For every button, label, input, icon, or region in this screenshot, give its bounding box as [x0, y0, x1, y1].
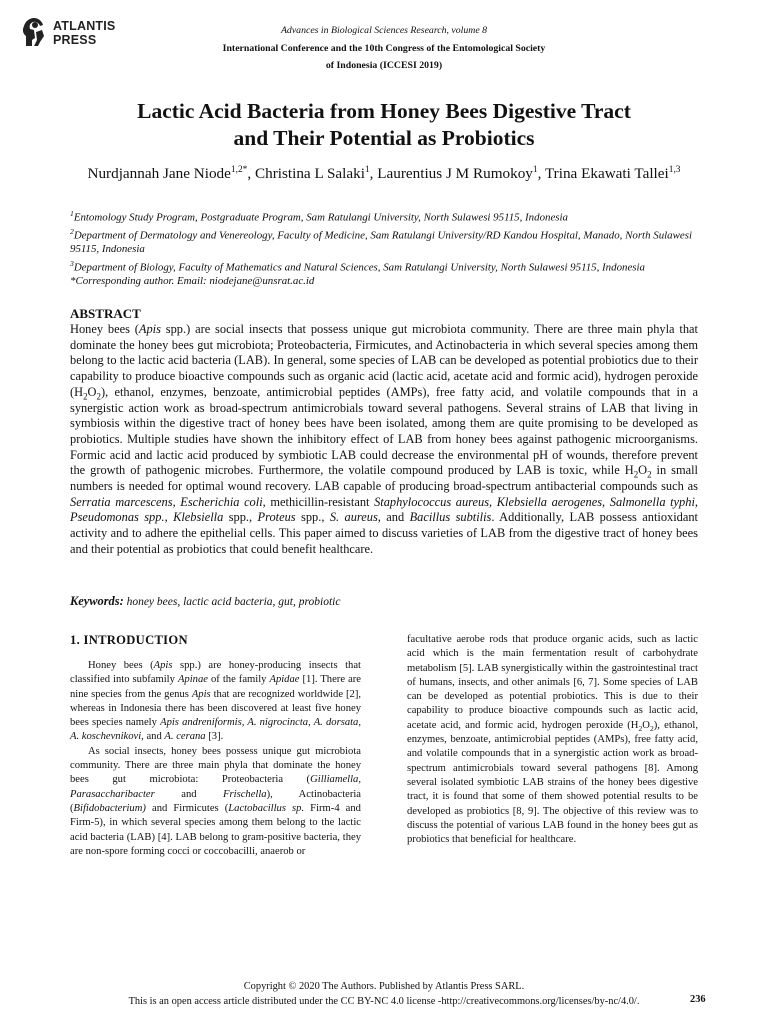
body-column-left — [70, 659, 361, 859]
introduction-heading: 1. INTRODUCTION — [70, 633, 188, 647]
publisher-name — [53, 19, 115, 47]
text-run: Honey bees ( — [70, 322, 139, 336]
author-separator: , — [247, 165, 255, 183]
body-column-right — [407, 633, 698, 847]
affiliation-text: *Corresponding author. Email: niodejane@unsrat.ac.id — [70, 275, 315, 288]
conference-line-1: International Conference and the 10th Congress of the Entomological Society — [222, 42, 546, 54]
italic-text: Gilliamella, Parasaccharibacter — [70, 774, 361, 800]
author-affiliation-mark: 1 — [364, 165, 370, 175]
page-footer — [60, 980, 708, 1009]
text-run: As social insects, honey bees possess unique gut microbiota community. There are three main phyla that dominate the honey bees gut microbiota: Proteobacteria ( — [70, 745, 361, 786]
affiliation-mark: 3 — [70, 258, 74, 268]
italic-text: Apinae — [177, 674, 208, 686]
author-name: Christina L Salaki — [254, 165, 365, 183]
publisher-logo — [20, 16, 140, 56]
text-run: spp., — [223, 510, 258, 525]
affiliation — [70, 257, 710, 275]
paragraph — [70, 745, 361, 859]
page-number: 236 — [690, 994, 706, 1005]
paper-title-line-2: and Their Potential as Probiotics — [233, 126, 535, 150]
text-run: spp.) are social insects that possess unique gut microbiota community. There are three main phyla that dominate the honey bees gut microbiota; Proteobacteria, Firmicutes, and Actinobacteria in which several species among them belong to the lactic acid bacteria (LAB). In general, some species of LAB can be developed as potential probiotics due to their capability to produce bioactive compounds such as organic acid (lactic acid, acetate acid and formic acid), hydrogen peroxide (H — [70, 322, 698, 399]
text-run: that are recognized worldwide [2], whereas in Indonesia there has been discovered at least five honey bees species namely — [70, 688, 361, 729]
subscript-text: 2 — [83, 391, 88, 402]
italic-text: Bifidobacterium) — [73, 802, 146, 814]
publisher-name-line1: ATLANTIS — [53, 19, 116, 33]
italic-text: Apidae — [269, 674, 300, 686]
running-header — [140, 22, 628, 75]
italic-text: Lactobacillus sp. — [228, 802, 305, 814]
text-run: ), ethanol, enzymes, benzoate, antimicrobial peptides (AMPs), free fatty acid, and volatile compounds that in a synergistic action work as broad-spectrum antimicrobials toward several pathogens. Several strains of LAB that living in symbiosis within the digestive tract of honey bees have been isolated, among them are quite promising to be developed as probiotics. Multiple studies have shown the inhibitory effect of LAB from honey bees against pathogenic microorganisms. Formic acid and lactic acid produced by symbiotic LAB could decrease the environmental pH of wounds, therefore prevent the growth of pathogenic microbes. Furthermore, the volatile compound produced by LAB is toxic, while H — [70, 384, 698, 478]
text-run: in small numbers is needed for optimal wound recovery. LAB capable of producing broad-spectrum antibacterial compounds such as — [70, 463, 698, 494]
author-name: Laurentius J M Rumokoy — [377, 165, 533, 183]
affiliation-text: Department of Dermatology and Venereology, Faculty of Medicine, Sam Ratulangi University/RD Kandou Hospital, Manado, North Sulawesi 95115, Indonesia — [70, 229, 692, 256]
paragraph — [70, 659, 361, 745]
subscript-text: 2 — [649, 723, 654, 733]
text-run: facultative aerobe rods that produce organic acids, such as lactic acid which is the main fermentation result of carbohydrate metabolism [5]. LAB synergistically within the gastrointestinal tract of humans, insects, and other animals [6, 7]. Some species of LAB can be developed as potential probiotics. This is due to their capability to produce bioactive compounds such as lactic acid, acetate acid, and formic acid, hydrogen peroxide (H — [407, 634, 698, 731]
affiliation-text: Entomology Study Program, Postgraduate Program, Sam Ratulangi University, North Sulawesi 95115, Indonesia — [73, 211, 568, 224]
affiliation — [70, 225, 710, 257]
subscript-text: 2 — [647, 469, 652, 480]
atlantis-figure-icon — [20, 16, 46, 48]
text-run: spp.) are honey-producing insects that classified into subfamily — [70, 660, 361, 686]
author-list — [40, 161, 728, 183]
text-run: ), Actinobacteria ( — [70, 788, 362, 814]
text-run: Honey bees ( — [88, 660, 154, 671]
italic-text: spp. — [138, 510, 165, 525]
italic-text: Serratia marcescens, Escherichia coli, — [70, 494, 266, 509]
text-run: spp., — [295, 510, 330, 525]
affiliation-mark: 1 — [70, 209, 74, 218]
text-run: methicillin-resistant — [265, 494, 375, 509]
abstract-body — [70, 322, 698, 558]
italic-text: Frischella — [223, 788, 267, 800]
affiliation — [70, 274, 710, 288]
text-run: O — [638, 463, 648, 478]
italic-text: Apis — [191, 688, 211, 700]
subscript-text: 2 — [638, 723, 643, 733]
italic-text: A. cerana — [164, 731, 206, 743]
italic-text: Apis — [138, 322, 161, 336]
subscript-text: 2 — [96, 391, 101, 402]
italic-text: Apis andreniformis, A. nigrocincta, A. dorsata, A. koschevnikovi, — [70, 717, 362, 743]
keywords — [70, 594, 698, 609]
text-run: [3]. — [205, 731, 224, 743]
text-run: [1]. There are nine species from the genus — [70, 674, 361, 700]
copyright-line: Copyright © 2020 The Authors. Published by Atlantis Press SARL. — [243, 981, 525, 992]
affiliation-text: Department of Biology, Faculty of Mathematics and Natural Sciences, Sam Ratulangi University, North Sulawesi 95115, Indonesia — [73, 261, 645, 274]
text-run: O — [642, 719, 650, 731]
italic-text: S. aureus, — [329, 510, 381, 525]
author-name: Trina Ekawati Tallei — [544, 165, 669, 183]
italic-text: Apis — [153, 660, 173, 671]
paper-title-line-1: Lactic Acid Bacteria from Honey Bees Digestive Tract — [137, 99, 631, 123]
text-run: and — [143, 731, 165, 743]
affiliation-mark: 2 — [70, 226, 74, 236]
text-run: Firm-4 and Firm-5), in which several species among them belong to the lactic acid bacteria (LAB) [4]. LAB belong to gram-positive bacteria, they are non-spore forming cocci or coccobacilli, anaerob or — [70, 802, 361, 857]
author-affiliation-mark: 1 — [532, 165, 538, 175]
author-separator: , — [369, 165, 378, 183]
conference-line-2: of Indonesia (ICCESI 2019) — [325, 60, 443, 71]
affiliation — [70, 207, 710, 225]
keywords-text: honey bees, lactic acid bacteria, gut, probiotic — [123, 596, 341, 608]
italic-text: Proteus — [257, 510, 296, 525]
author-name: Nurdjannah Jane Niode — [87, 165, 231, 183]
italic-text: Bacillus subtilis — [409, 510, 492, 525]
subscript-text: 2 — [633, 469, 639, 480]
text-run: and — [154, 788, 224, 800]
italic-text: Staphylococcus aureus, Klebsiella aerogenes, Salmonella typhi, Pseudomonas — [70, 494, 698, 525]
text-run: and — [380, 510, 410, 525]
text-run: of the family — [207, 674, 270, 686]
text-run: ), ethanol, enzymes, benzoate, antimicrobial peptides (AMPs), free fatty acid, and volatile compounds that in a synergistic action work as broad-spectrum antimicrobials toward several pathogens [8]. Among several isolated symbiotic LAB strains of the honey bees digestive tract, it is found that some of them showed potential results to be developed as probiotics [8, 9]. The objective of this review was to discuss the potential of various LAB found in the honey bees gut as probiotics that beneficial for healthcare. — [407, 719, 698, 846]
text-run: , — [164, 510, 174, 525]
affiliation-list — [70, 207, 710, 288]
license-line: This is an open access article distributed under the CC BY-NC 4.0 license -http://creativecommons.org/licenses/by-nc/4.0/. — [128, 995, 640, 1007]
text-run: O — [87, 384, 97, 399]
text-run: . Additionally, LAB possess antioxidant activity and to adhere the epithelial cells. This paper aimed to discuss varieties of LAB from the digestive tract of honey bees and their potential as probiotics that could benefit healthcare. — [70, 510, 698, 556]
italic-text: Klebsiella — [173, 510, 224, 525]
text-run: and Firmicutes ( — [145, 802, 229, 814]
paper-title — [40, 98, 728, 152]
paragraph — [407, 633, 698, 847]
abstract-heading: ABSTRACT — [70, 306, 141, 321]
publisher-name-line2: PRESS — [53, 33, 97, 47]
author-affiliation-mark: 1,3 — [668, 165, 681, 175]
author-separator: , — [537, 165, 545, 183]
author-affiliation-mark: 1,2* — [230, 165, 248, 175]
journal-name: Advances in Biological Sciences Research, volume 8 — [280, 25, 488, 36]
keywords-label: Keywords: — [70, 594, 124, 608]
